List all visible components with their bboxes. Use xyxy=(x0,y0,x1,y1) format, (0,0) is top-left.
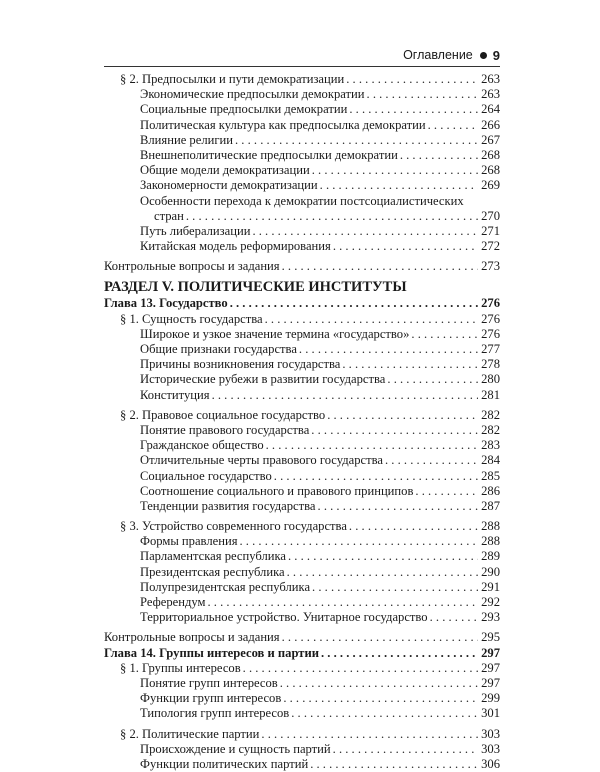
leader-dots xyxy=(349,102,478,117)
toc-subsection[interactable] xyxy=(104,438,500,453)
leader-dots xyxy=(430,610,478,625)
toc-entry-title: Гражданское общество xyxy=(140,438,264,453)
toc-subsection[interactable] xyxy=(104,469,500,484)
toc-entry-title: Экономические предпосылки демократии xyxy=(140,87,365,102)
toc-page-number: 297 xyxy=(481,675,500,690)
toc-subsection[interactable] xyxy=(104,742,500,757)
toc-subsection[interactable] xyxy=(104,133,500,148)
toc-subsection[interactable] xyxy=(104,499,500,514)
toc-subsection[interactable] xyxy=(104,163,500,178)
toc-entry-title: Формы правления xyxy=(140,534,238,549)
leader-dots xyxy=(280,676,478,691)
toc-entry-title: Происхождение и сущность партий xyxy=(140,741,331,756)
leader-dots xyxy=(327,408,478,423)
toc-subsection[interactable] xyxy=(104,239,500,254)
leader-dots xyxy=(320,178,478,193)
toc-entry-title: Закономерности демократизации xyxy=(140,178,318,193)
leader-dots xyxy=(415,484,478,499)
leader-dots xyxy=(367,87,478,102)
toc-subsection[interactable] xyxy=(104,372,500,387)
bullet-icon xyxy=(480,52,487,59)
toc-paragraph[interactable] xyxy=(104,661,500,676)
toc-subsection[interactable] xyxy=(104,595,500,610)
toc-page-number: 295 xyxy=(481,630,500,645)
toc-page-number: 278 xyxy=(481,357,500,372)
toc-subsection[interactable] xyxy=(104,87,500,102)
toc-page-number: 293 xyxy=(481,610,500,625)
running-header xyxy=(104,44,500,67)
leader-dots xyxy=(230,296,478,311)
toc-page-number: 284 xyxy=(481,453,500,468)
toc-entry-title: Контрольные вопросы и задания xyxy=(104,630,280,645)
toc-subsection[interactable] xyxy=(104,423,500,438)
toc-entry-title: Политическая культура как предпосылка демократии xyxy=(140,117,426,132)
toc-entry-title: Социальное государство xyxy=(140,468,272,483)
leader-dots xyxy=(186,209,478,224)
leader-dots xyxy=(274,469,478,484)
leader-dots xyxy=(312,163,478,178)
toc-page-number: 270 xyxy=(481,208,500,223)
toc-page-number: 263 xyxy=(481,87,500,102)
toc-page-number: 282 xyxy=(481,407,500,422)
section-heading: РАЗДЕЛ V. ПОЛИТИЧЕСКИЕ ИНСТИТУТЫ xyxy=(104,279,407,296)
toc-entry-title: Тенденции развития государства xyxy=(140,498,316,513)
leader-dots xyxy=(342,357,478,372)
leader-dots xyxy=(321,646,478,661)
leader-dots xyxy=(312,580,478,595)
leader-dots xyxy=(240,534,479,549)
toc-subsection[interactable] xyxy=(104,357,500,372)
leader-dots xyxy=(261,727,478,742)
toc-review-questions[interactable] xyxy=(104,630,500,645)
leader-dots xyxy=(299,342,478,357)
toc-page-number: 268 xyxy=(481,163,500,178)
toc-subsection[interactable] xyxy=(104,102,500,117)
toc-page-number: 272 xyxy=(481,239,500,254)
toc-page-number: 271 xyxy=(481,223,500,238)
toc-entry-title: Конституция xyxy=(140,387,210,402)
toc-entry-title: § 1. Группы интересов xyxy=(120,660,241,675)
toc-entry-title: Китайская модель реформирования xyxy=(140,239,331,254)
toc-page-number: 286 xyxy=(481,483,500,498)
leader-dots xyxy=(428,118,478,133)
toc-chapter[interactable] xyxy=(104,646,500,661)
toc-page-number: 266 xyxy=(481,117,500,132)
toc-subsection[interactable] xyxy=(104,327,500,342)
leader-dots xyxy=(318,499,478,514)
header-title: Оглавление xyxy=(403,48,473,62)
page-number: 9 xyxy=(492,47,500,63)
leader-dots xyxy=(310,757,478,772)
toc-page-number: 276 xyxy=(481,296,500,311)
toc-entry-title: Полупрезидентская республика xyxy=(140,579,311,594)
toc-page-number: 299 xyxy=(481,691,500,706)
leader-dots xyxy=(311,423,478,438)
toc-entry-title: Общие модели демократизации xyxy=(140,163,310,178)
toc-entry-title: Исторические рубежи в развитии государства xyxy=(140,372,386,387)
toc-entry-title: Глава 13. Государство xyxy=(104,296,228,311)
toc-entry-title: Функции групп интересов xyxy=(140,691,282,706)
toc-page-number: 283 xyxy=(481,438,500,453)
toc-page-number: 287 xyxy=(481,498,500,513)
toc-paragraph[interactable] xyxy=(104,727,500,742)
toc-subsection[interactable] xyxy=(104,484,500,499)
toc-paragraph[interactable] xyxy=(104,72,500,87)
toc-subsection[interactable] xyxy=(104,118,500,133)
leader-dots xyxy=(385,453,478,468)
toc-page-number: 297 xyxy=(481,645,500,660)
toc-subsection[interactable] xyxy=(104,565,500,580)
toc-entry-title: Общие признаки государства xyxy=(140,342,297,356)
leader-dots xyxy=(349,519,478,534)
toc-subsection[interactable] xyxy=(104,706,500,721)
leader-dots xyxy=(235,133,478,148)
toc-page-number: 301 xyxy=(481,706,500,721)
toc-subsection[interactable] xyxy=(104,757,500,772)
toc-entry-title: стран xyxy=(154,208,184,223)
toc-subsection[interactable] xyxy=(104,453,500,468)
toc-page-number: 269 xyxy=(481,178,500,193)
toc-entry-title: Влияние религии xyxy=(140,132,233,147)
toc-entry-title: Президентская республика xyxy=(140,564,285,579)
toc-subsection[interactable] xyxy=(104,224,500,239)
toc-page-number: 285 xyxy=(481,468,500,483)
toc-entry-title: § 2. Политические партии xyxy=(120,726,260,741)
leader-dots xyxy=(411,327,478,342)
toc-subsection[interactable] xyxy=(104,534,500,549)
toc-entry-title: § 2. Предпосылки и пути демократизации xyxy=(120,71,345,86)
toc-page-number: 288 xyxy=(481,534,500,549)
toc-paragraph[interactable] xyxy=(104,312,500,327)
toc-paragraph[interactable] xyxy=(104,519,500,534)
leader-dots xyxy=(291,706,478,721)
leader-dots xyxy=(243,661,478,676)
toc-entry-title: Глава 14. Группы интересов и партии xyxy=(104,645,319,660)
toc-entry-title: Функции политических партий xyxy=(140,756,309,771)
toc-page-number: 276 xyxy=(481,311,500,326)
toc-page-number: 267 xyxy=(481,132,500,147)
toc-entry-title: Социальные предпосылки демократии xyxy=(140,102,348,117)
toc-page-number: 273 xyxy=(481,259,500,274)
toc-page-number: 303 xyxy=(481,741,500,756)
toc-page-number: 276 xyxy=(481,326,500,341)
table-of-contents xyxy=(104,72,500,772)
toc-subsection[interactable] xyxy=(104,691,500,706)
leader-dots xyxy=(288,549,478,564)
toc-page-number: 277 xyxy=(481,342,500,356)
toc-subsection[interactable] xyxy=(104,580,500,595)
toc-entry-title: Типология групп интересов xyxy=(140,706,290,721)
leader-dots xyxy=(266,438,478,453)
leader-dots xyxy=(282,630,478,645)
leader-dots xyxy=(387,372,478,387)
toc-subsection[interactable] xyxy=(104,388,500,403)
toc-entry-title: Контрольные вопросы и задания xyxy=(104,259,280,274)
leader-dots xyxy=(283,691,478,706)
toc-page-number: 290 xyxy=(481,564,500,579)
toc-entry-title: Широкое и узкое значение термина «государство» xyxy=(140,326,410,341)
toc-page-number: 297 xyxy=(481,660,500,675)
toc-entry-title: Территориальное устройство. Унитарное государство xyxy=(140,610,428,625)
leader-dots xyxy=(333,742,478,757)
toc-entry-title: § 2. Правовое социальное государство xyxy=(120,407,326,422)
toc-page-number: 303 xyxy=(481,726,500,741)
toc-page-number: 264 xyxy=(481,102,500,117)
leader-dots xyxy=(287,565,478,580)
toc-entry-title: Понятие правового государства xyxy=(140,422,310,437)
toc-entry-title: Отличительные черты правового государства xyxy=(140,453,383,468)
toc-entry-title: Парламентская республика xyxy=(140,549,286,564)
toc-subsection[interactable] xyxy=(104,148,500,163)
toc-page-number: 268 xyxy=(481,147,500,162)
toc-page-number: 280 xyxy=(481,372,500,387)
toc-page-number: 288 xyxy=(481,519,500,534)
toc-review-questions[interactable] xyxy=(104,259,500,274)
leader-dots xyxy=(252,224,478,239)
toc-paragraph[interactable] xyxy=(104,408,500,423)
toc-entry-title: Соотношение социального и правового принципов xyxy=(140,483,414,498)
toc-chapter[interactable] xyxy=(104,296,500,311)
toc-entry-title: Причины возникновения государства xyxy=(140,357,341,372)
toc-subsection[interactable] xyxy=(104,342,500,357)
toc-entry-title: Путь либерализации xyxy=(140,223,251,238)
toc-page-number: 281 xyxy=(481,387,500,402)
leader-dots xyxy=(400,148,478,163)
leader-dots xyxy=(282,259,478,274)
toc-page-number: 292 xyxy=(481,595,500,609)
toc-page-number: 289 xyxy=(481,549,500,564)
toc-page-number: 282 xyxy=(481,422,500,437)
leader-dots xyxy=(333,239,478,254)
toc-subsection-line2[interactable] xyxy=(104,209,500,224)
toc-page-number: 306 xyxy=(481,756,500,771)
toc-subsection-line1: Особенности перехода к демократии постсоциалистических xyxy=(140,193,464,208)
leader-dots xyxy=(212,388,478,403)
toc-subsection[interactable] xyxy=(104,178,500,193)
leader-dots xyxy=(265,312,478,327)
leader-dots xyxy=(207,595,478,610)
toc-page-number: 291 xyxy=(481,579,500,594)
toc-page-number: 263 xyxy=(481,71,500,86)
toc-entry-title: Понятие групп интересов xyxy=(140,675,278,690)
toc-entry-title: § 1. Сущность государства xyxy=(120,311,263,326)
leader-dots xyxy=(346,72,478,87)
toc-entry-title: § 3. Устройство современного государства xyxy=(120,519,347,534)
toc-subsection[interactable] xyxy=(104,549,500,564)
toc-subsection[interactable] xyxy=(104,610,500,625)
toc-entry-title: Референдум xyxy=(140,595,206,609)
toc-subsection[interactable] xyxy=(104,676,500,691)
toc-entry-title: Внешнеполитические предпосылки демократии xyxy=(140,147,398,162)
